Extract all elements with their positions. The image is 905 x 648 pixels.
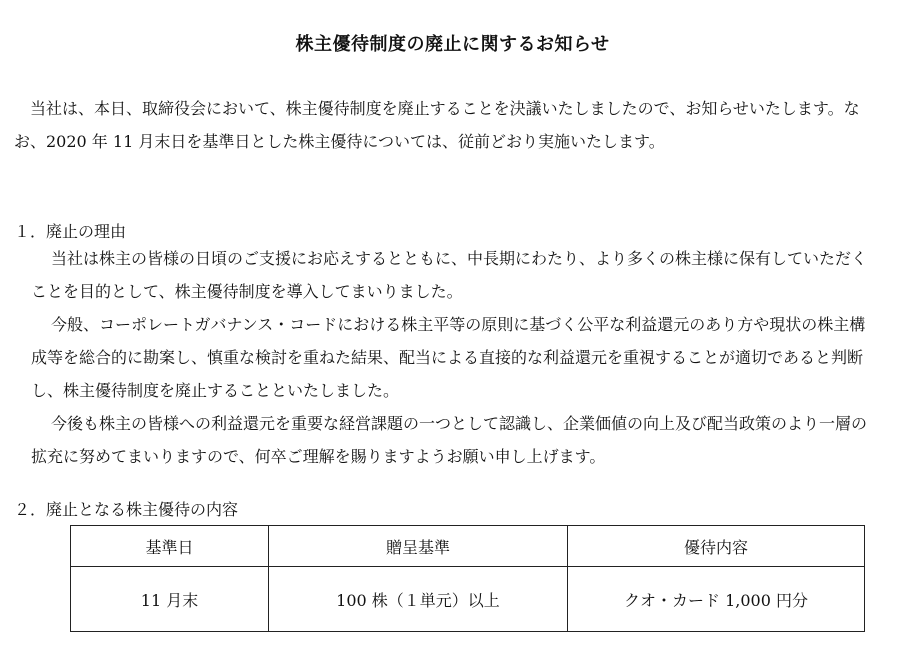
section-1-paragraph-1: 当社は株主の皆様の日頃のご支援にお応えするとともに、中長期にわたり、より多くの株主様に保有していただくことを目的として、株主優待制度を導入してまいりました。 — [31, 249, 868, 301]
table-row — [71, 567, 865, 632]
table-cell: 100 株（１単元）以上 — [269, 567, 568, 632]
section-1-heading: １．廃止の理由 — [14, 222, 127, 241]
table-header-cell: 優待内容 — [568, 526, 865, 567]
section-1-paragraph-3: 今後も株主の皆様への利益還元を重要な経営課題の一つとして認識し、企業価値の向上及び配当政策のより一層の拡充に努めてまいりますので、何卒ご理解を賜りますようお願い申し上げます。 — [31, 414, 868, 466]
section-2-heading: ２．廃止となる株主優待の内容 — [14, 500, 239, 519]
table-header-cell: 基準日 — [71, 526, 269, 567]
section-1-paragraph-2: 今般、コーポレートガバナンス・コードにおける株主平等の原則に基づく公平な利益還元のあり方や現状の株主構成等を総合的に勘案し、慎重な検討を重ねた結果、配当による直接的な利益還元を重視することが適切であると判断し、株主優待制度を廃止することといたしました。 — [31, 315, 866, 400]
table-cell: 11 月末 — [71, 567, 269, 632]
intro-paragraph: 当社は、本日、取締役会において、株主優待制度を廃止することを決議いたしましたので、お知らせいたします。なお、2020 年 11 月末日を基準日とした株主優待については、従前どおり実施いたします。 — [14, 99, 860, 151]
table-cell: クオ・カード 1,000 円分 — [568, 567, 865, 632]
document-title: 株主優待制度の廃止に関するお知らせ — [295, 34, 610, 55]
table-header-row — [71, 526, 865, 567]
benefit-table — [70, 525, 865, 632]
table-header-cell: 贈呈基準 — [269, 526, 568, 567]
